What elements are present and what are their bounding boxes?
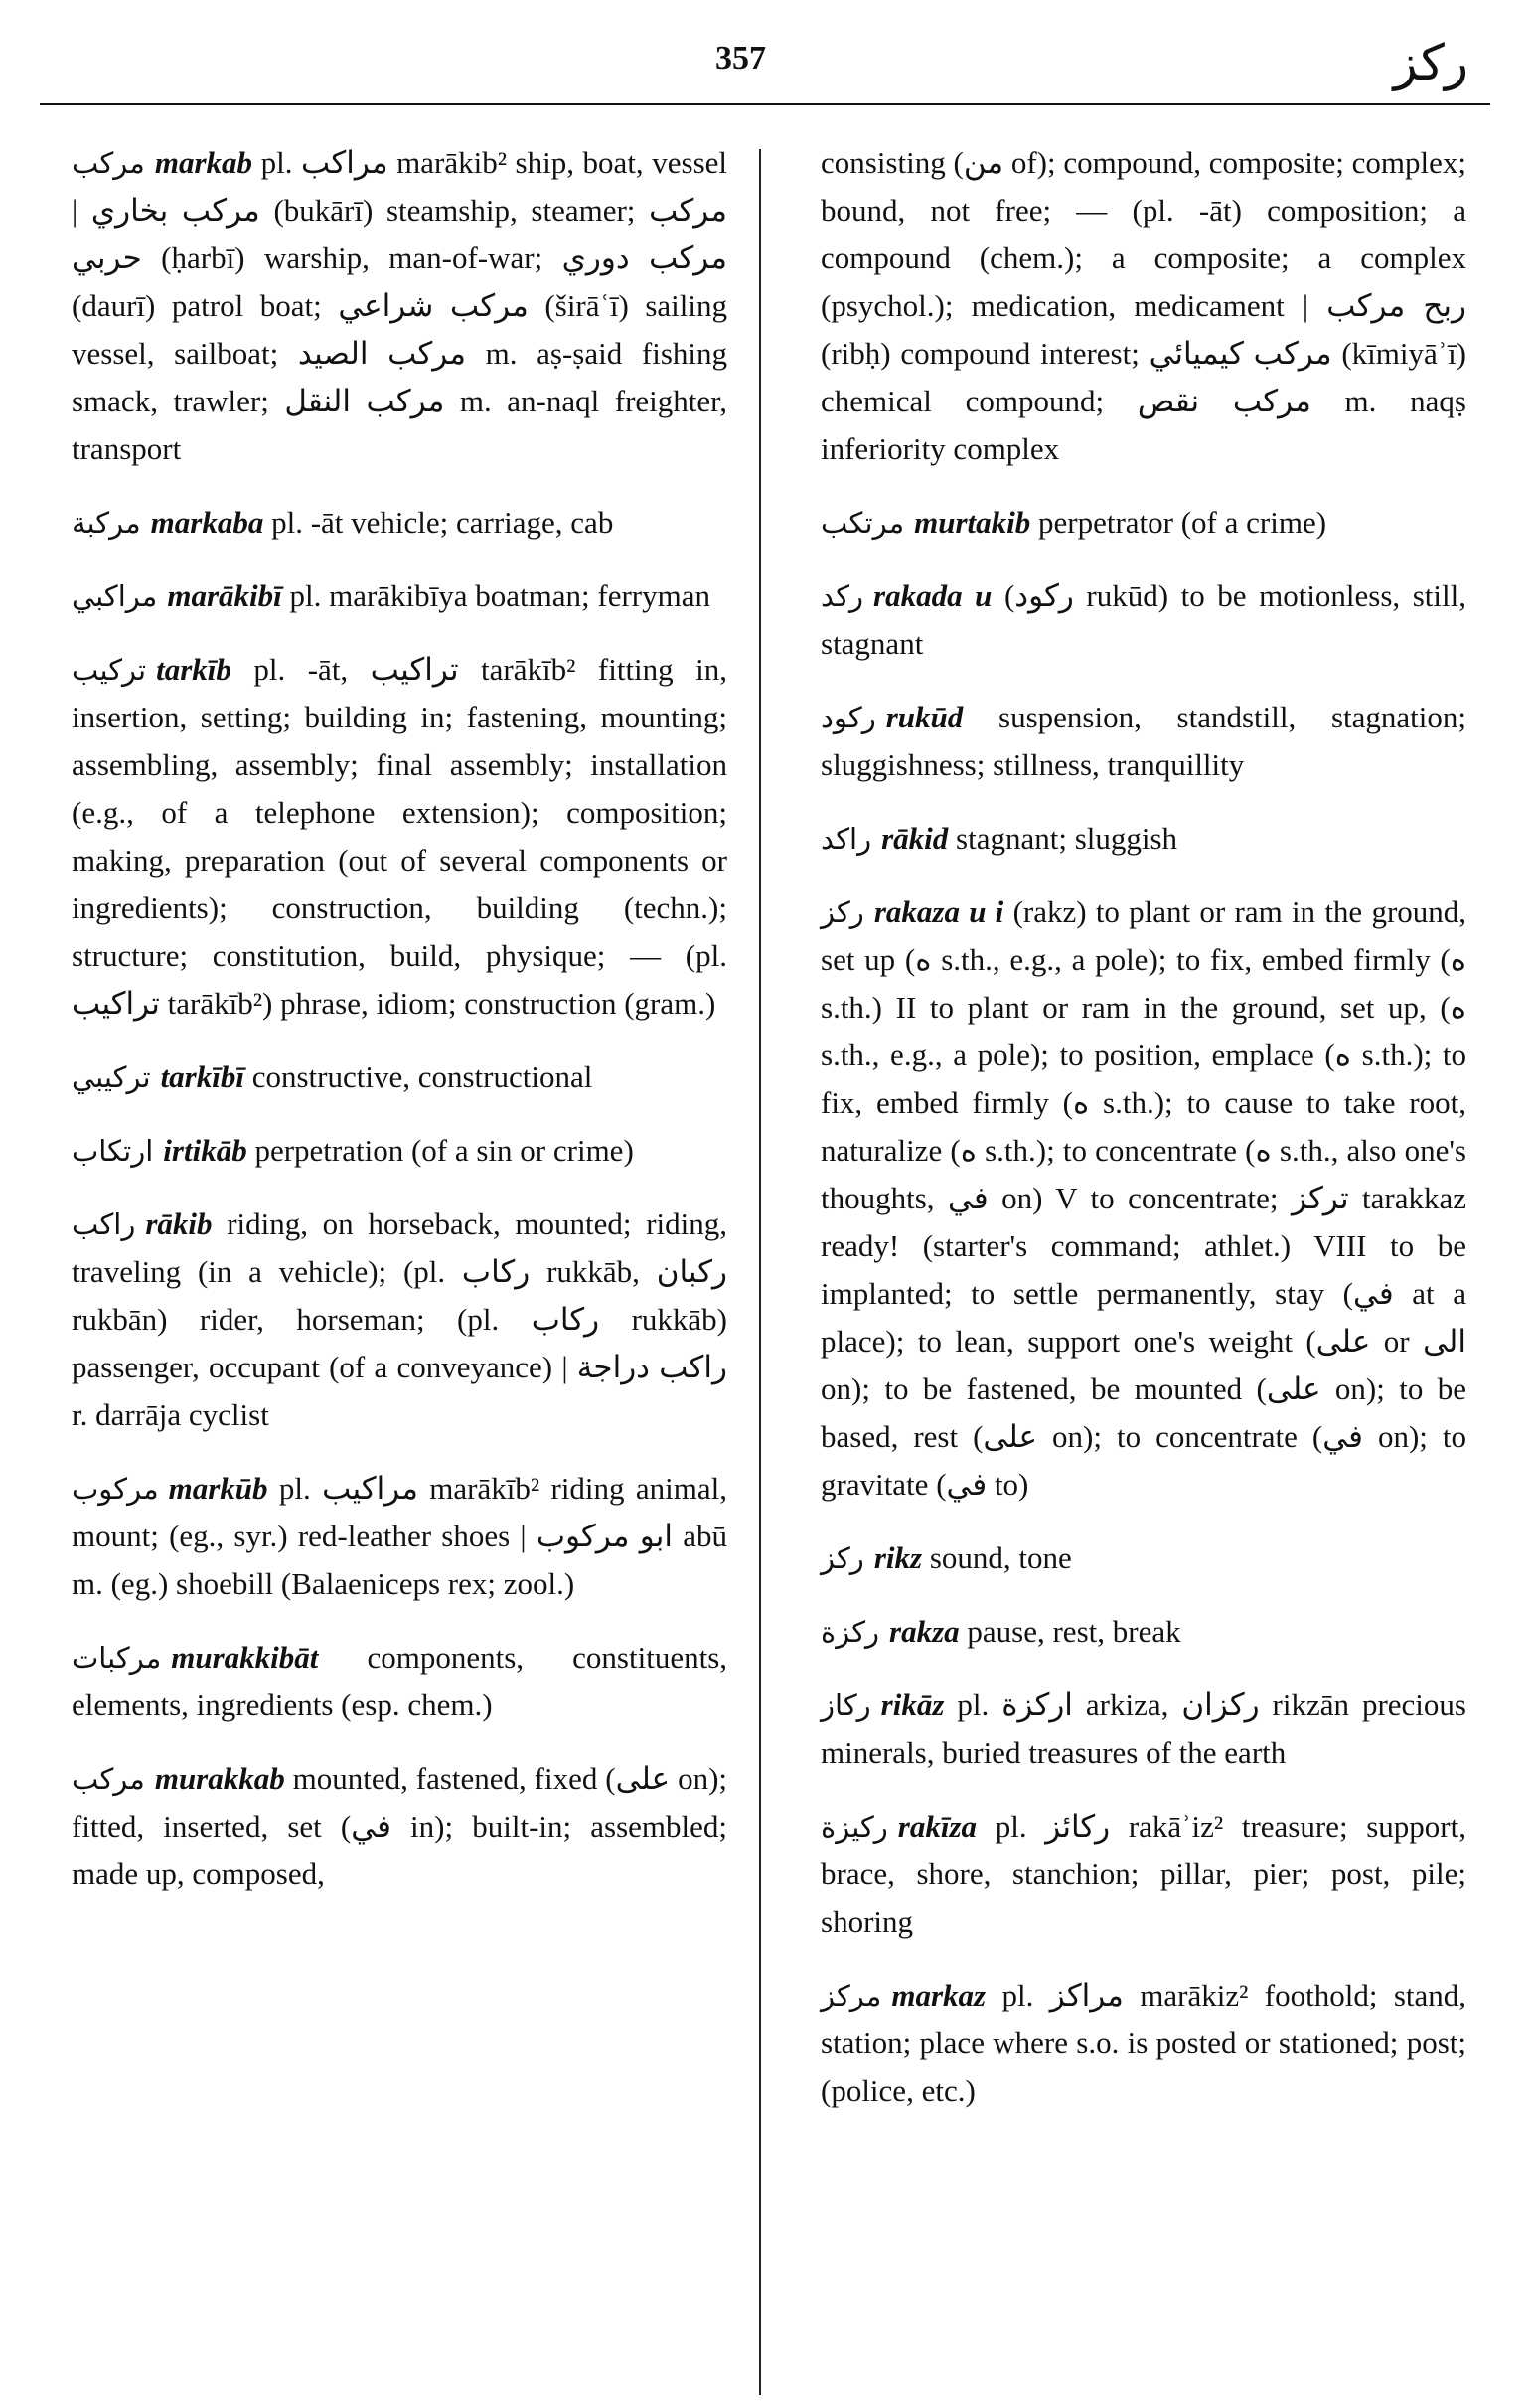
dictionary-entry — [821, 1803, 1466, 1946]
dictionary-entry — [821, 888, 1466, 1509]
entry-arabic: ركزة — [821, 1615, 880, 1649]
dictionary-entry — [72, 1755, 727, 1898]
entry-arabic: مركبة — [72, 506, 141, 540]
entry-arabic: ركود — [821, 701, 876, 734]
entry-arabic: مراكبي — [72, 579, 158, 613]
entry-headword: murtakib — [914, 505, 1031, 540]
entry-headword: markaba — [150, 505, 264, 540]
entry-definition: (rakz) to plant or ram in the ground, set up (ه s.th., e.g., a pole); to fix, embed firmly (ه s.th.) II to plant or ram in the ground, set up, (ه s.th., e.g., a pole); to position, emplace (ه s.th.); to fix, embed firmly (ه s.th.); to cause to take root, naturalize (ه s.th.); to concentrate (ه s.th., also one's thoughts, في on) V to concentrate; تركز tarakkaz ready! (starter's command; athlet.) VIII to be implanted; to settle permanently, stay (في at a place); to lean, support one's weight (على or الى on); to be fastened, be mounted (على on); to be based, rest (على on); to concentrate (في on); to gravitate (في to) — [821, 894, 1467, 1502]
entry-arabic: مرتكب — [821, 506, 905, 540]
dictionary-entry — [821, 139, 1466, 473]
dictionary-entry — [72, 646, 727, 1028]
entry-arabic: تركيبي — [72, 1060, 151, 1094]
entry-definition: pl. marākibīya boatman; ferryman — [289, 578, 710, 613]
entry-arabic: تركيب — [72, 653, 147, 687]
dictionary-entry — [821, 815, 1466, 863]
entry-definition: pl. مراكز marākiz² foothold; stand, station; place where s.o. is posted or stationed; post; (police, etc.) — [821, 1978, 1466, 2108]
dictionary-entry — [821, 1534, 1466, 1582]
entry-headword: rikāz — [880, 1687, 945, 1722]
dictionary-entry — [72, 1465, 727, 1608]
page-number: 357 — [715, 40, 766, 77]
entry-arabic: مركبات — [72, 1641, 162, 1675]
entry-arabic: ركز — [821, 895, 864, 929]
entry-headword: rakza — [889, 1614, 960, 1649]
entry-arabic: ركاز — [821, 1688, 871, 1722]
entry-headword: rikz — [873, 1540, 923, 1575]
dictionary-entry — [821, 1608, 1466, 1656]
header-rule — [40, 103, 1490, 105]
dictionary-entry — [821, 1972, 1466, 2115]
entry-definition: constructive, constructional — [251, 1059, 593, 1094]
entry-definition: sound, tone — [929, 1540, 1072, 1575]
dictionary-entry — [72, 1634, 727, 1729]
dictionary-entry — [72, 139, 727, 473]
column-divider — [759, 149, 761, 2395]
entry-definition: components, constituents, elements, ingredients (esp. chem.) — [72, 1640, 728, 1722]
dictionary-entry — [821, 1682, 1466, 1777]
entry-headword: tarkībī — [160, 1059, 244, 1094]
entry-arabic: ركيزة — [821, 1810, 888, 1844]
entry-headword: rākib — [145, 1206, 213, 1241]
dictionary-entry — [821, 694, 1466, 789]
entry-headword: rākid — [881, 821, 949, 856]
dictionary-entry — [72, 572, 727, 620]
entry-definition: consisting (من of); compound, composite; complex; bound, not free; — (pl. -āt) composition; a compound (chem.); a composite; a complex (psychol.); medication, medicament | ربح مركب (ribḥ) compound interest; مركب كيميائي (kīmiyāʾī) chemical compound; مركب نقص m. naqṣ inferiority complex — [821, 145, 1466, 466]
entry-definition: (ركود rukūd) to be motionless, still, stagnant — [821, 578, 1466, 661]
entry-arabic: مركوب — [72, 1472, 159, 1506]
left-column — [72, 139, 727, 1924]
entry-headword: markūb — [168, 1471, 268, 1506]
entry-headword: tarkīb — [156, 652, 231, 687]
entry-arabic: ركد — [821, 579, 864, 613]
right-column — [821, 139, 1466, 2141]
entry-definition: pl. -āt vehicle; carriage, cab — [271, 505, 614, 540]
running-head: ركز — [1393, 34, 1468, 91]
dictionary-entry — [72, 1201, 727, 1439]
entry-definition: pl. اركزة arkiza, ركزان rikzān precious minerals, buried treasures of the earth — [821, 1687, 1466, 1770]
entry-definition: pl. مراكيب marākīb² riding animal, mount; (eg., syr.) red-leather shoes | ابو مركوب abū m. (eg.) shoebill (Balaeniceps rex; zool.) — [72, 1471, 728, 1601]
entry-headword: murakkab — [154, 1761, 285, 1796]
entry-arabic: مركب — [72, 146, 145, 180]
entry-definition: perpetrator (of a crime) — [1038, 505, 1327, 540]
entry-definition: perpetration (of a sin or crime) — [254, 1133, 634, 1168]
entry-arabic: ركز — [821, 1541, 864, 1575]
entry-arabic: راكب — [72, 1207, 136, 1241]
entry-arabic: مركز — [821, 1979, 882, 2012]
entry-headword: irtikāb — [163, 1133, 247, 1168]
entry-headword: markab — [154, 145, 253, 180]
entry-headword: rakaza u i — [873, 894, 1004, 929]
entry-headword: markaz — [891, 1978, 987, 2012]
entry-headword: rakada u — [873, 578, 993, 613]
entry-arabic: ارتكاب — [72, 1134, 154, 1168]
entry-headword: rakīza — [897, 1809, 978, 1844]
entry-definition: riding, on horseback, mounted; riding, traveling (in a vehicle); (pl. ركاب rukkāb, ركبان rukbān) rider, horseman; (pl. ركاب rukkāb) passenger, occupant (of a conveyance) | راكب دراجة r. darrāja cyclist — [72, 1206, 727, 1432]
dictionary-entry — [72, 1053, 727, 1101]
entry-definition: pl. -āt, تراكيب tarākīb² fitting in, insertion, setting; building in; fastening, mounting; assembling, assembly; final assembly; installation (e.g., of a telephone extension); composition; making, preparation (out of several components or ingredients); construction, building (techn.); structure; constitution, build, physique; — (pl. تراكيب tarākīb²) phrase, idiom; construction (gram.) — [72, 652, 728, 1021]
dictionary-entry — [72, 1127, 727, 1175]
dictionary-entry — [72, 499, 727, 547]
page-header — [0, 0, 1534, 109]
entry-headword: murakkibāt — [171, 1640, 319, 1675]
entry-definition: pause, rest, break — [967, 1614, 1181, 1649]
entry-headword: marākibī — [167, 578, 282, 613]
entry-headword: rukūd — [885, 700, 964, 734]
entry-definition: mounted, fastened, fixed (على on); fitted, inserted, set (في in); built-in; assembled; made up, composed, — [72, 1761, 728, 1891]
dictionary-entry — [821, 572, 1466, 668]
entry-definition: pl. ركائز rakāʾiz² treasure; support, brace, shore, stanchion; pillar, pier; post, pile; shoring — [821, 1809, 1466, 1939]
entry-definition: suspension, standstill, stagnation; sluggishness; stillness, tranquillity — [821, 700, 1466, 782]
entry-arabic: مركب — [72, 1762, 145, 1796]
entry-arabic: راكد — [821, 822, 872, 856]
dictionary-entry — [821, 499, 1466, 547]
entry-definition: stagnant; sluggish — [956, 821, 1178, 856]
entry-definition: pl. مراكب marākib² ship, boat, vessel | مركب بخاري (bukārī) steamship, steamer; مركب حربي (ḥarbī) warship, man-of-war; مركب دوري (daurī) patrol boat; مركب شراعي (širāʿī) sailing vessel, sailboat; مركب الصيد m. aṣ-ṣaid fishing smack, trawler; مركب النقل m. an-naql freighter, transport — [72, 145, 728, 466]
